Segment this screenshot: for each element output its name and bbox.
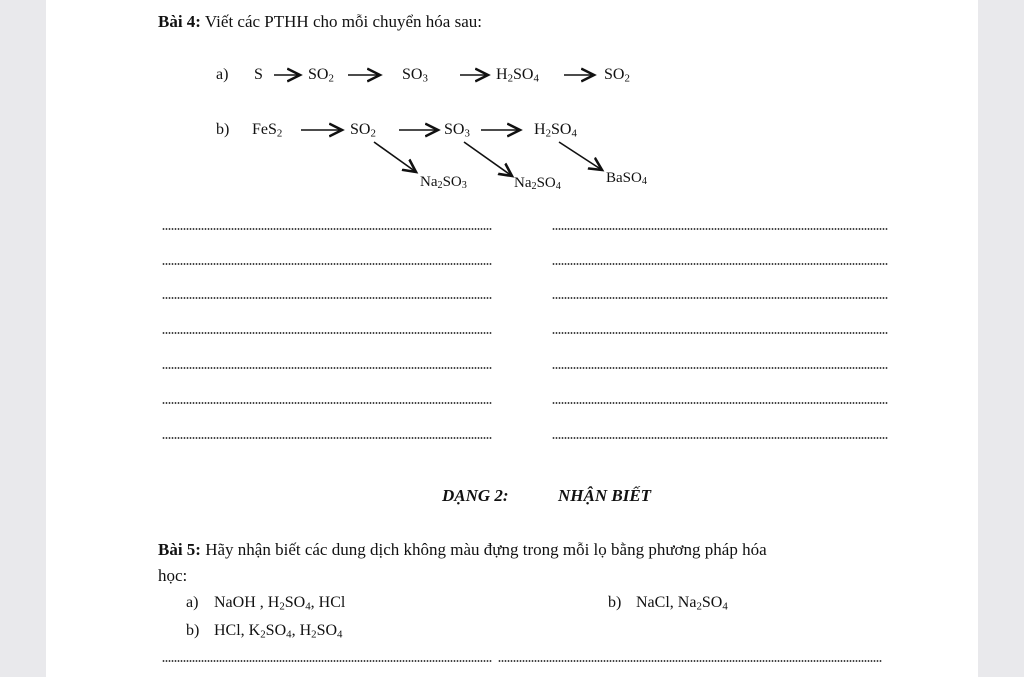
chain-b-marker: b): [216, 121, 230, 138]
worksheet-page: [46, 0, 978, 677]
bai4-text: Viết các PTHH cho mỗi chuyển hóa sau:: [200, 12, 482, 31]
chain-a-s: S: [254, 66, 263, 83]
answer-line-right[interactable]: [552, 228, 888, 230]
answer-line-left[interactable]: [162, 367, 492, 369]
answer-line-right[interactable]: [552, 437, 888, 439]
arrow-branch-3: [559, 142, 602, 170]
answer-line-left[interactable]: [162, 332, 492, 334]
bai5-c-marker: b): [186, 622, 200, 639]
answer-line-left[interactable]: [162, 402, 492, 404]
branch-baso4: BaSO$_4$: [606, 170, 647, 188]
bai5-text-cont: học:: [158, 566, 188, 585]
bai5-b-marker: b): [608, 594, 622, 611]
bai5-text: Hãy nhận biết các dung dịch không màu đựng trong mỗi lọ bằng phương pháp hóa: [200, 540, 767, 559]
arrow-branch-2: [464, 142, 512, 176]
section-heading-nhan-biet: NHẬN BIẾT: [558, 486, 652, 505]
answer-line-left[interactable]: [162, 437, 492, 439]
answer-line-right[interactable]: [552, 402, 888, 404]
answer-line-right[interactable]: [552, 263, 888, 265]
arrow-branch-1: [374, 142, 416, 172]
bai5-b-items: NaCl, $Na_2SO_4$: [636, 594, 728, 613]
answer-line-right[interactable]: [552, 367, 888, 369]
bai5-a-marker: a): [186, 594, 199, 611]
section-heading-dang2: DẠNG 2:: [442, 486, 509, 505]
branch-na2so4: $Na_2SO_4$: [514, 175, 561, 193]
chain-a-so2: $SO_2$: [308, 66, 334, 85]
chain-a-so2-final: $SO_2$: [604, 66, 630, 85]
branch-na2so3: $Na_2SO_3$: [420, 174, 467, 192]
chain-b-so3: $SO_3$: [444, 121, 470, 140]
bai4-label: Bài 4:: [158, 12, 201, 31]
answer-line-left[interactable]: [162, 297, 492, 299]
answer-line-left[interactable]: [162, 660, 492, 662]
answer-line-right[interactable]: [552, 332, 888, 334]
answer-line-left[interactable]: [162, 228, 492, 230]
answer-line-right[interactable]: [498, 660, 882, 662]
chain-a-so3: $SO_3$: [402, 66, 428, 85]
bai5-heading: [158, 540, 767, 560]
chain-b-so2: $SO_2$: [350, 121, 376, 140]
bai5-c-items: HCl, $K_2SO_4$, $H_2SO_4$: [214, 622, 343, 641]
bai5-label: Bài 5:: [158, 540, 201, 559]
chain-b-h2so4: $H_2SO_4$: [534, 121, 577, 140]
answer-line-left[interactable]: [162, 263, 492, 265]
chain-a-marker: a): [216, 66, 229, 83]
chain-a-h2so4: $H_2SO_4$: [496, 66, 539, 85]
chain-b-fes2: FeS$_2$: [252, 121, 283, 140]
bai5-a-items: NaOH , $H_2SO_4$, HCl: [214, 594, 346, 613]
answer-line-right[interactable]: [552, 297, 888, 299]
